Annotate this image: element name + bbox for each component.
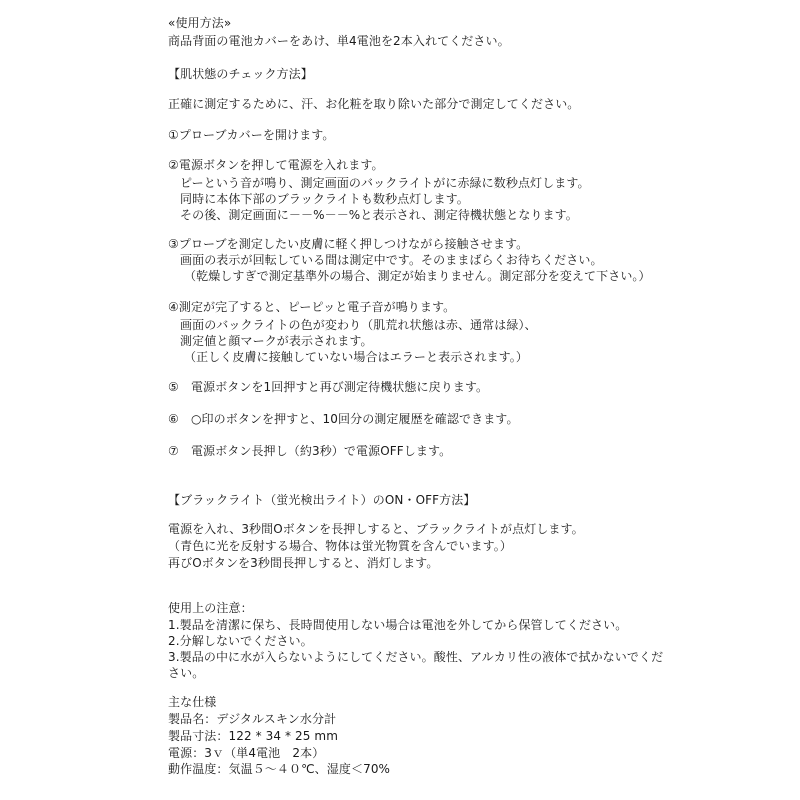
usage-battery-text: 商品背面の電池カバーをあけ、単4電池を2本入れてください。 — [168, 34, 510, 48]
step-2-detail-2: 同時に本体下部のブラックライトも数秒点灯します。 — [180, 192, 469, 206]
skin-check-heading: 【肌状態のチェック方法】 — [168, 67, 313, 81]
caution-item-1: 1.製品を清潔に保ち、長時間使用しない場合は電池を外してから保管してください。 — [168, 618, 628, 632]
usage-heading: «使用方法» — [168, 16, 232, 30]
step-6: ⑥ ○印のボタンを押すと、10回分の測定履歴を確認できます。 — [168, 412, 519, 426]
blacklight-heading: 【ブラックライト（蛍光検出ライト）のON・OFF方法】 — [168, 493, 476, 507]
step-2-detail-3: その後、測定画面に－－%－－%と表示され、測定待機状態となります。 — [180, 208, 578, 222]
blacklight-line-1: 電源を入れ、3秒間Oボタンを長押しすると、ブラックライトが点灯します。 — [168, 522, 584, 536]
specs-heading: 主な仕様 — [168, 695, 217, 709]
caution-item-2: 2.分解しないでください。 — [168, 634, 313, 648]
spec-product-name: 製品名：デジタルスキン水分計 — [168, 712, 337, 726]
spec-power: 電源：3ｖ（単4電池 2本） — [168, 746, 325, 760]
blacklight-line-2: （青色に光を反射する場合、物体は蛍光物質を含んでいます。） — [168, 539, 512, 553]
caution-item-3-cont: さい。 — [168, 666, 205, 680]
step-3-detail-1: 画面の表示が回転している間は測定中です。そのままばらくお待ちください。 — [180, 253, 603, 267]
step-3-title: ③プローブを測定したい皮膚に軽く押しつけながら接触させます。 — [168, 237, 529, 251]
step-5: ⑤ 電源ボタンを1回押すと再び測定待機状態に戻ります。 — [168, 380, 489, 394]
step-1: ①プローブカバーを開けます。 — [168, 128, 335, 142]
step-4-title: ④測定が完了すると、ピーピッと電子音が鳴ります。 — [168, 300, 456, 314]
step-4-detail-1: 画面のバックライトの色が変わり（肌荒れ状態は赤、通常は緑）、 — [180, 318, 537, 332]
step-2-title: ②電源ボタンを押して電源を入れます。 — [168, 158, 384, 172]
step-2-detail-1: ピーという音が鳴り、測定画面のバックライトがに赤緑に数秒点灯します。 — [180, 176, 590, 190]
step-7: ⑦ 電源ボタン長押し（約3秒）で電源OFFします。 — [168, 444, 452, 458]
caution-item-3: 3.製品の中に水が入らないようにしてください。酸性、アルカリ性の液体で拭かないでくだ — [168, 650, 664, 664]
skin-check-intro: 正確に測定するために、汗、お化粧を取り除いた部分で測定してください。 — [168, 97, 580, 111]
step-3-detail-2: （乾燥しすぎで測定基準外の場合、測定が始まりません。測定部分を変えて下さい。） — [184, 269, 651, 283]
step-4-detail-2: 測定値と顔マークが表示されます。 — [180, 334, 373, 348]
caution-heading: 使用上の注意： — [168, 601, 253, 615]
spec-size: 製品寸法：122 * 34 * 25 mm — [168, 729, 338, 743]
blacklight-line-3: 再びOボタンを3秒間長押しすると、消灯します。 — [168, 556, 439, 570]
step-4-detail-3: （正しく皮膚に接触していない場合はエラーと表示されます。） — [184, 350, 528, 364]
spec-environment: 動作温度：気温５～４０℃、湿度＜70% — [168, 762, 391, 776]
